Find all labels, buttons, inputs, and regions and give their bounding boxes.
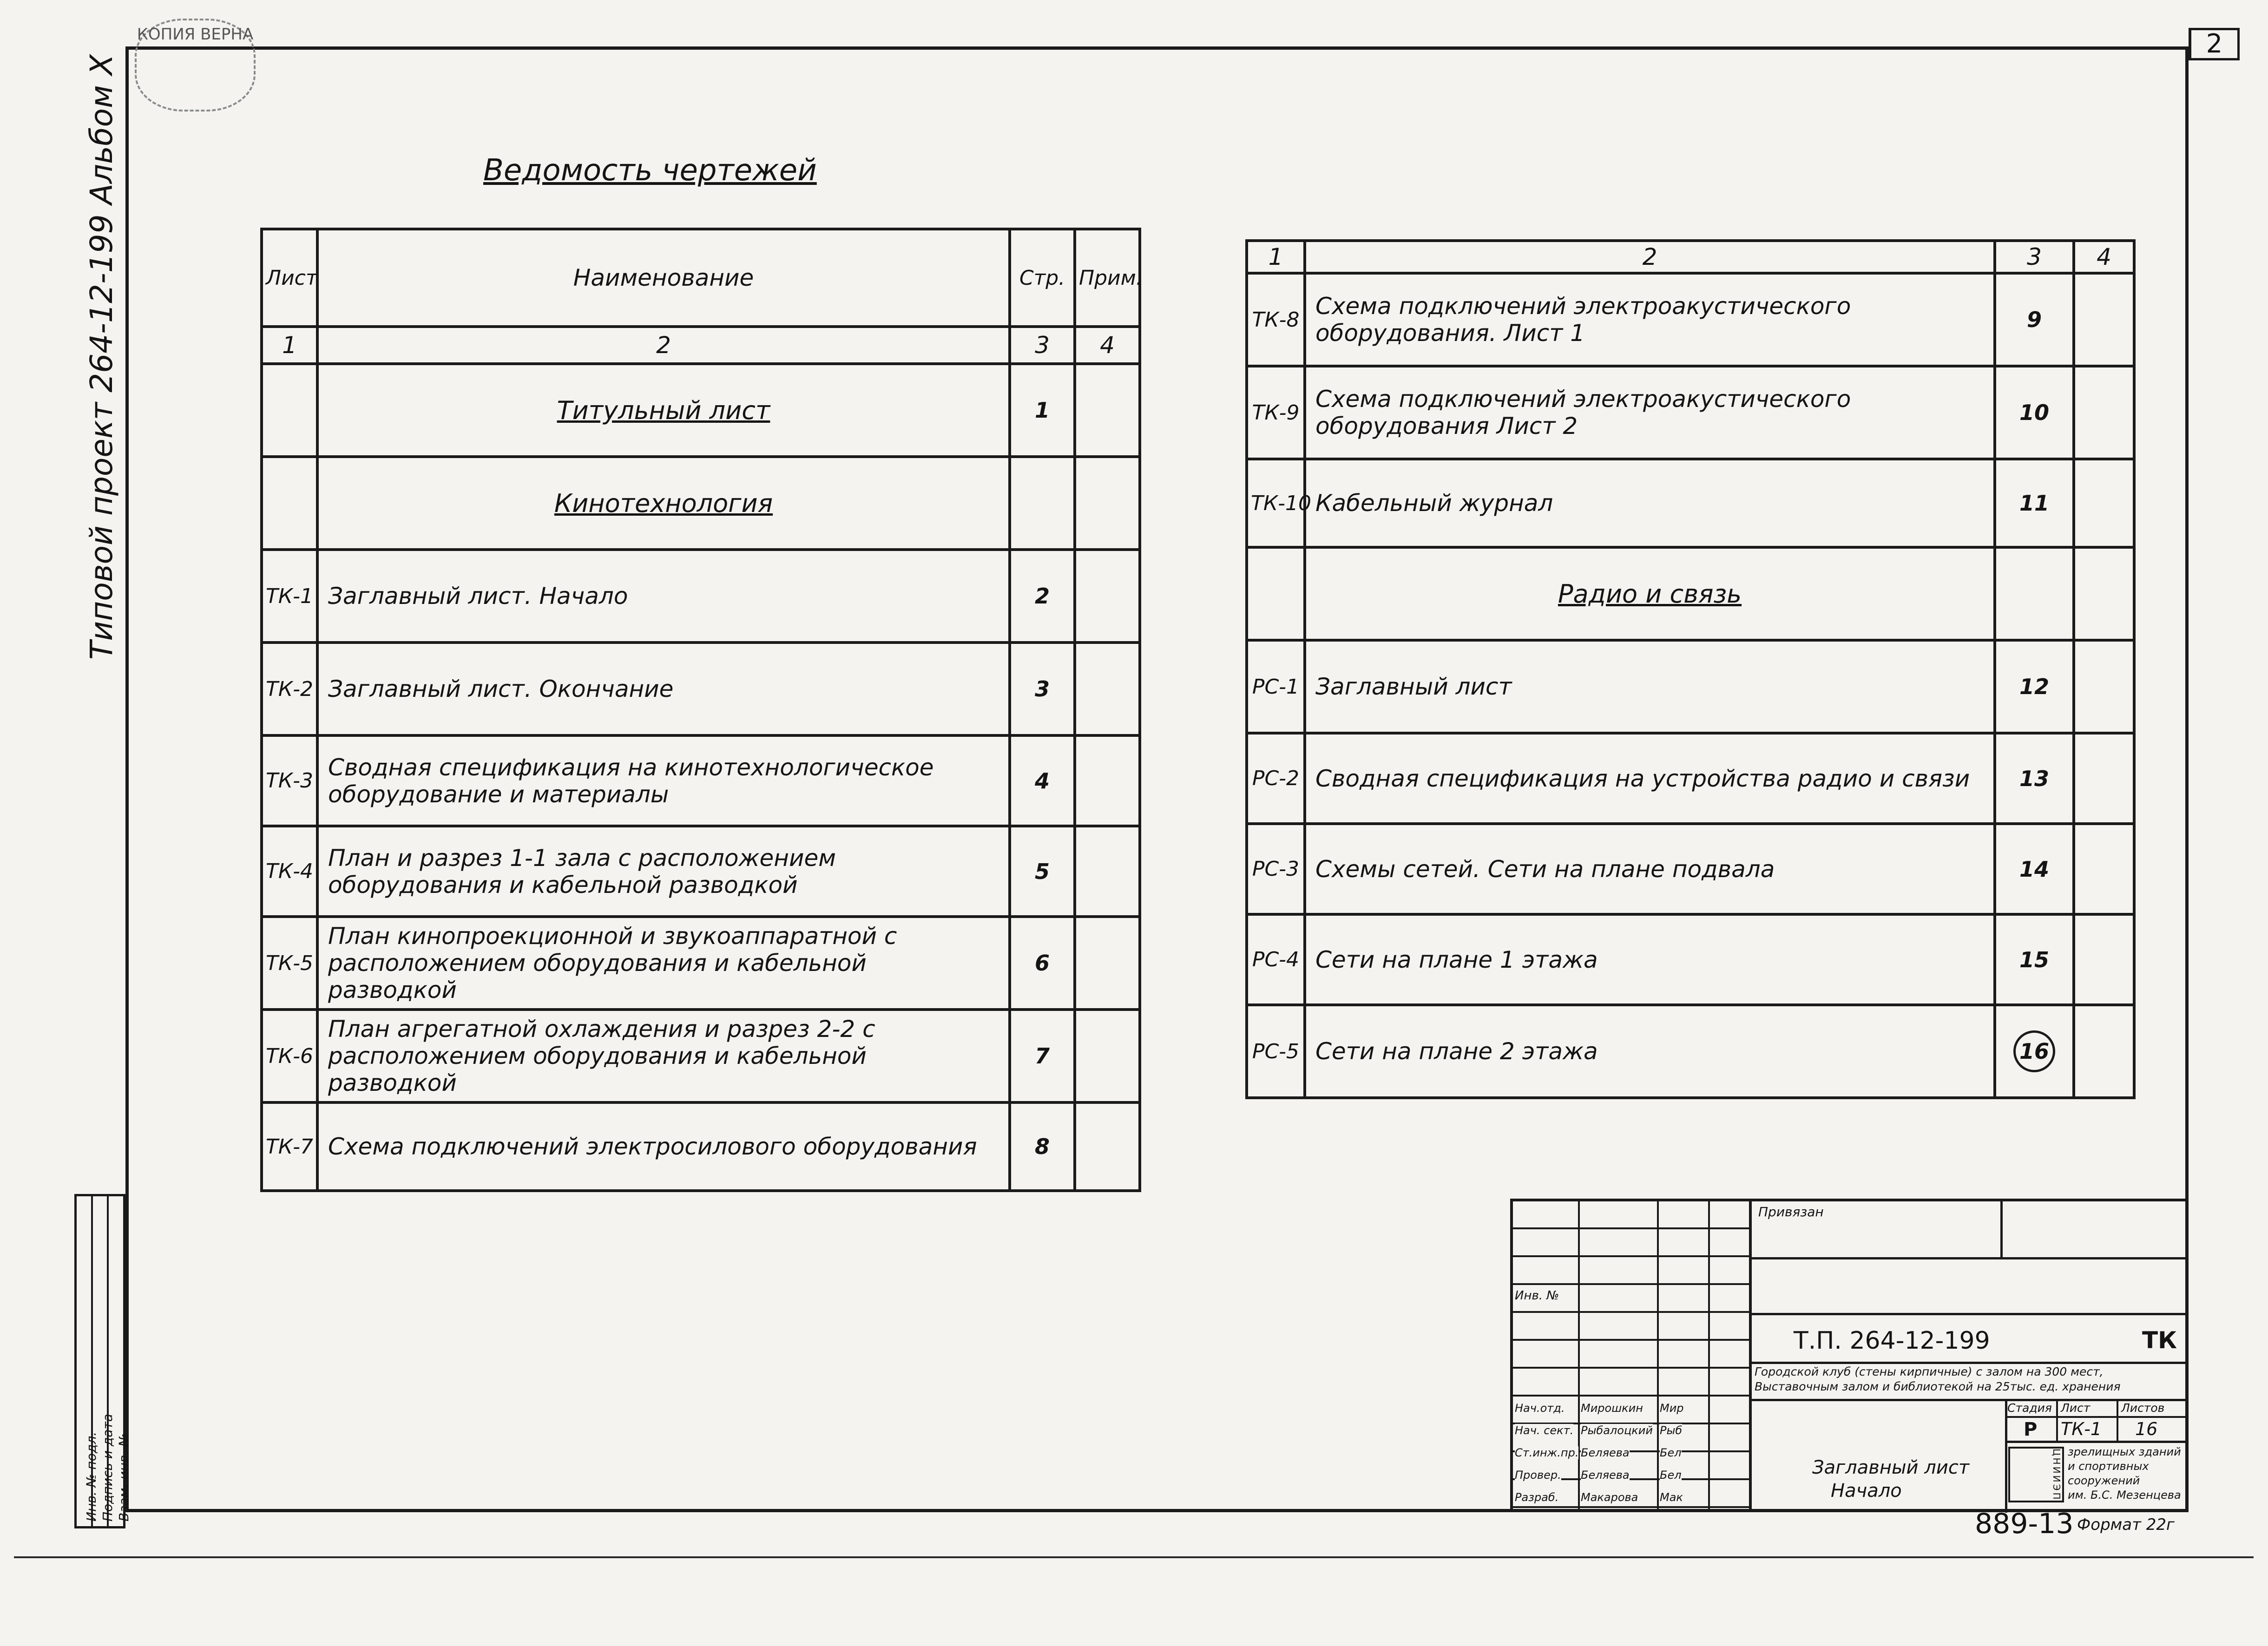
table-row bbox=[1247, 273, 2134, 366]
note-cell bbox=[2074, 273, 2134, 366]
table-row bbox=[1247, 1005, 2134, 1098]
sheet-name bbox=[1305, 366, 1995, 459]
table-row bbox=[262, 1010, 1140, 1102]
page-number: 2 bbox=[1010, 550, 1075, 643]
row-name-text: Титульный лист bbox=[557, 395, 770, 425]
sheet-code: ТК-3 bbox=[262, 735, 317, 826]
note-cell bbox=[1075, 826, 1140, 917]
staff-name: Беляева bbox=[1581, 1446, 1630, 1459]
drawing-list-left bbox=[260, 228, 1141, 1192]
privyazan-label: Привязан bbox=[1758, 1204, 1824, 1220]
org-text-1: зрелищных зданий bbox=[2068, 1445, 2181, 1458]
table-row bbox=[262, 457, 1140, 550]
sheet-code: РС-2 bbox=[1247, 733, 1305, 824]
title-block-main bbox=[1752, 1199, 2189, 1512]
note-cell bbox=[2074, 1005, 2134, 1098]
sheet-code: РС-5 bbox=[1247, 1005, 1305, 1098]
format-label: Формат 22г bbox=[2077, 1515, 2175, 1534]
column-number-row bbox=[1247, 241, 2134, 273]
sheet-name bbox=[1305, 733, 1995, 824]
row-name-text: Сводная спецификация на кинотехнологическое оборудование и материалы bbox=[328, 754, 934, 808]
side-approval-strip bbox=[74, 1194, 131, 1528]
sheet-title-1: Заглавный лист bbox=[1812, 1457, 1970, 1478]
header-sheet: Лист bbox=[262, 229, 317, 327]
note-cell bbox=[2074, 547, 2134, 640]
page-number: 5 bbox=[1010, 826, 1075, 917]
note-cell bbox=[2074, 366, 2134, 459]
org-text-3: сооружений bbox=[2068, 1474, 2140, 1487]
stage-label: Стадия bbox=[2007, 1401, 2052, 1415]
row-name-text: План и разрез 1-1 зала с расположением оборудования и кабельной разводкой bbox=[328, 844, 836, 898]
sheet-name bbox=[317, 643, 1010, 735]
row-name-text: План агрегатной охлаждения и разрез 2-2 с расположением оборудования и кабельной разводкой bbox=[328, 1016, 875, 1096]
row-name-text: Сети на плане 2 этажа bbox=[1315, 1038, 1598, 1065]
side-col-sign: Подпись и дата bbox=[100, 1414, 115, 1521]
section-heading bbox=[317, 364, 1010, 457]
page-number: 15 bbox=[1995, 914, 2074, 1005]
row-name-text: Радио и связь bbox=[1558, 579, 1742, 609]
sheet-code: ТК-1 bbox=[262, 550, 317, 643]
sheet-name bbox=[1305, 914, 1995, 1005]
table-row bbox=[262, 917, 1140, 1010]
page-number bbox=[1995, 1005, 2074, 1098]
page-number: 11 bbox=[1995, 459, 2074, 547]
table-row bbox=[1247, 459, 2134, 547]
sheet-code: ТК-4 bbox=[262, 826, 317, 917]
table-row bbox=[262, 1102, 1140, 1191]
page-number: 13 bbox=[1995, 733, 2074, 824]
sheet-code: РС-1 bbox=[1247, 640, 1305, 733]
col-number: 1 bbox=[262, 327, 317, 364]
section-heading bbox=[317, 457, 1010, 550]
sheet-code: ТК-10 bbox=[1247, 459, 1305, 547]
page-number: 7 bbox=[1010, 1010, 1075, 1102]
row-name-text: Кинотехнология bbox=[554, 488, 773, 518]
note-cell bbox=[1075, 1010, 1140, 1102]
sheet-code: ТК-8 bbox=[1247, 273, 1305, 366]
page-number: 1 bbox=[1010, 364, 1075, 457]
sheet-name bbox=[1305, 640, 1995, 733]
row-name-text: Сводная спецификация на устройства радио и связи bbox=[1315, 765, 1970, 792]
table-row bbox=[262, 364, 1140, 457]
staff-role: Нач.отд. bbox=[1515, 1402, 1565, 1415]
col-number: 4 bbox=[2074, 241, 2134, 273]
sheet-name bbox=[317, 1102, 1010, 1191]
sheet-name bbox=[1305, 1005, 1995, 1098]
table-row bbox=[1247, 914, 2134, 1005]
row-name-text: Схема подключений электроакустического оборудования Лист 2 bbox=[1315, 386, 1851, 439]
sheet-name bbox=[317, 826, 1010, 917]
col-number: 3 bbox=[1995, 241, 2074, 273]
section-heading bbox=[1305, 547, 1995, 640]
sheet-code bbox=[1247, 547, 1305, 640]
page-number: 4 bbox=[1010, 735, 1075, 826]
note-cell bbox=[1075, 735, 1140, 826]
page-number bbox=[1995, 547, 2074, 640]
staff-name: Мирошкин bbox=[1581, 1402, 1643, 1415]
sheet-name bbox=[1305, 824, 1995, 914]
discipline-code: ТК bbox=[2142, 1327, 2177, 1354]
sheet-name bbox=[317, 550, 1010, 643]
header-note: Прим. bbox=[1075, 229, 1140, 327]
inv-number-label: Инв. № bbox=[1515, 1289, 1559, 1303]
staff-name: Беляева bbox=[1581, 1469, 1630, 1482]
table-row bbox=[262, 643, 1140, 735]
page-number: 6 bbox=[1010, 917, 1075, 1010]
side-project-title: Типовой проект 264-12-199 Альбом Х bbox=[84, 54, 119, 660]
staff-role: Разраб. bbox=[1515, 1491, 1559, 1504]
page-number: 12 bbox=[1995, 640, 2074, 733]
sheet-code: ТК-9 bbox=[1247, 366, 1305, 459]
staff-role: Провер. bbox=[1515, 1469, 1561, 1482]
page-number: 14 bbox=[1995, 824, 2074, 914]
drawing-list-title: Ведомость чертежей bbox=[483, 153, 817, 188]
sheet-code: РС-4 bbox=[1247, 914, 1305, 1005]
row-name-text: Схема подключений электросилового оборудования bbox=[328, 1133, 977, 1160]
staff-sign: Бел bbox=[1660, 1446, 1682, 1459]
stamp-label: КОПИЯ ВЕРНА bbox=[137, 25, 254, 44]
note-cell bbox=[2074, 733, 2134, 824]
staff-name: Рыбалоцкий bbox=[1581, 1424, 1653, 1437]
table-row bbox=[1247, 366, 2134, 459]
note-cell bbox=[1075, 457, 1140, 550]
staff-sign: Бел bbox=[1660, 1469, 1682, 1482]
page-number: 10 bbox=[1995, 366, 2074, 459]
org-text-2: и спортивных bbox=[2068, 1460, 2149, 1473]
row-name-text: Схемы сетей. Сети на плане подвала bbox=[1315, 855, 1775, 883]
col-number: 1 bbox=[1247, 241, 1305, 273]
sheet-code: ТК-6 bbox=[262, 1010, 317, 1102]
side-col-replace: Взам. инв. № bbox=[116, 1433, 131, 1521]
project-desc-2: Выставочным залом и библиотекой на 25тыс. ед. хранения bbox=[1755, 1380, 2121, 1393]
title-block-approvals bbox=[1510, 1199, 1752, 1512]
note-cell bbox=[1075, 550, 1140, 643]
page-number: 8 bbox=[1010, 1102, 1075, 1191]
row-name-text: Сети на плане 1 этажа bbox=[1315, 946, 1598, 973]
row-name-text: План кинопроекционной и звукоаппаратной с расположением оборудования и кабельной разводкой bbox=[328, 923, 897, 1003]
staff-role: Ст.инж.пр. bbox=[1515, 1446, 1579, 1459]
column-number-row bbox=[262, 327, 1140, 364]
sheets-label: Листов bbox=[2121, 1401, 2165, 1415]
sheet-name bbox=[1305, 459, 1995, 547]
staff-sign: Рыб bbox=[1660, 1424, 1683, 1437]
header-page: Стр. bbox=[1010, 229, 1075, 327]
table-row bbox=[262, 550, 1140, 643]
sheet-value: ТК-1 bbox=[2061, 1419, 2102, 1439]
page-number: 3 bbox=[1010, 643, 1075, 735]
sheet-name bbox=[317, 1010, 1010, 1102]
sheet-code bbox=[262, 364, 317, 457]
bottom-edge-line bbox=[14, 1556, 2254, 1558]
note-cell bbox=[1075, 643, 1140, 735]
project-code: Т.П. 264-12-199 bbox=[1794, 1327, 1990, 1355]
sheets-value: 16 bbox=[2135, 1419, 2158, 1439]
col-number: 2 bbox=[1305, 241, 1995, 273]
col-number: 4 bbox=[1075, 327, 1140, 364]
staff-role: Нач. сект. bbox=[1515, 1424, 1574, 1437]
col-number: 3 bbox=[1010, 327, 1075, 364]
table-row bbox=[262, 735, 1140, 826]
table-row bbox=[1247, 547, 2134, 640]
sheet-number: 2 bbox=[2189, 28, 2240, 60]
col-number: 2 bbox=[317, 327, 1010, 364]
sheet-code: РС-3 bbox=[1247, 824, 1305, 914]
table-header-row bbox=[262, 229, 1140, 327]
copy-stamp bbox=[135, 19, 256, 111]
row-name-text: Заглавный лист. Начало bbox=[328, 583, 628, 610]
table-row bbox=[1247, 640, 2134, 733]
staff-sign: Мир bbox=[1660, 1402, 1684, 1415]
note-cell bbox=[1075, 364, 1140, 457]
sheet-label: Лист bbox=[2061, 1401, 2091, 1415]
side-col-inv: Инв. № подл. bbox=[84, 1431, 99, 1521]
header-name: Наименование bbox=[317, 229, 1010, 327]
sheet-name bbox=[317, 735, 1010, 826]
table-row bbox=[1247, 733, 2134, 824]
sheet-title-2: Начало bbox=[1831, 1480, 1902, 1502]
org-text-4: им. Б.С. Мезенцева bbox=[2068, 1489, 2181, 1502]
note-cell bbox=[1075, 917, 1140, 1010]
page-number: 9 bbox=[1995, 273, 2074, 366]
sheet-code: ТК-5 bbox=[262, 917, 317, 1010]
row-name-text: Заглавный лист bbox=[1315, 673, 1512, 700]
note-cell bbox=[2074, 914, 2134, 1005]
drawing-list-right bbox=[1245, 239, 2136, 1099]
sheet-code: ТК-2 bbox=[262, 643, 317, 735]
row-name-text: Заглавный лист. Окончание bbox=[328, 675, 674, 702]
sheet-name bbox=[317, 917, 1010, 1010]
row-name-text: Кабельный журнал bbox=[1315, 490, 1553, 517]
page-number bbox=[1010, 457, 1075, 550]
staff-sign: Мак bbox=[1660, 1491, 1683, 1504]
note-cell bbox=[2074, 640, 2134, 733]
org-logo: ЦНИИЭП bbox=[2008, 1447, 2064, 1502]
note-cell bbox=[2074, 459, 2134, 547]
note-cell bbox=[1075, 1102, 1140, 1191]
stage-value: Р bbox=[2024, 1419, 2038, 1440]
sheet-code: ТК-7 bbox=[262, 1102, 317, 1191]
circled-page-number: 16 bbox=[2013, 1030, 2055, 1072]
sheet-name bbox=[1305, 273, 1995, 366]
table-row bbox=[1247, 824, 2134, 914]
project-desc-1: Городской клуб (стены кирпичные) с залом на 300 мест, bbox=[1755, 1365, 2104, 1378]
note-cell bbox=[2074, 824, 2134, 914]
sheet-code bbox=[262, 457, 317, 550]
archive-number: 889-13 bbox=[1975, 1508, 2074, 1540]
staff-name: Макарова bbox=[1581, 1491, 1638, 1504]
row-name-text: Схема подключений электроакустического оборудования. Лист 1 bbox=[1315, 293, 1851, 347]
table-row bbox=[262, 826, 1140, 917]
